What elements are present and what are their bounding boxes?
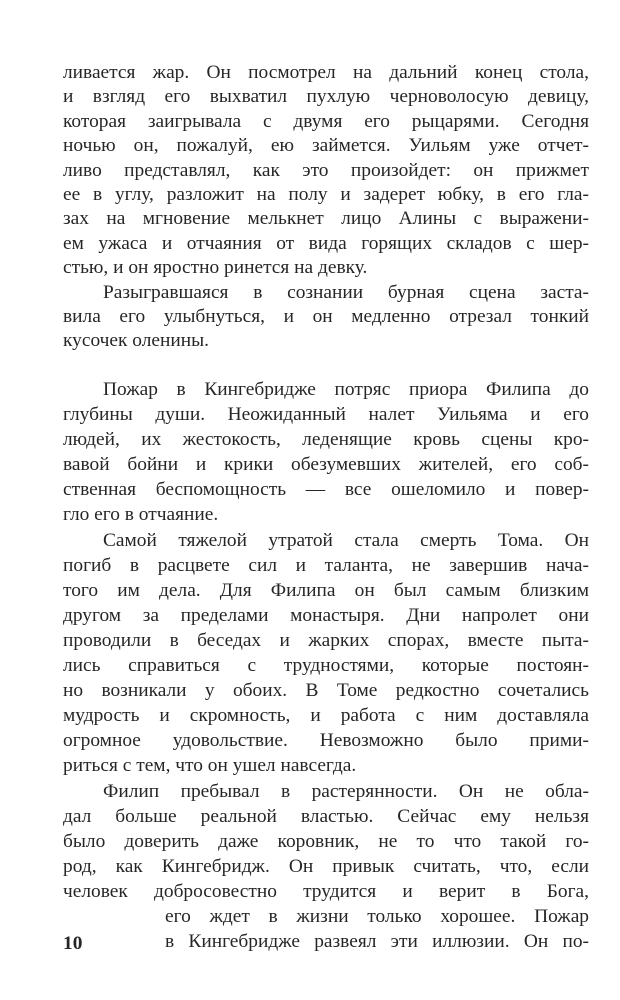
text-line: кусочек оленины. [63,330,209,352]
text-line: гло его в отчаяние. [63,504,219,526]
text-block-philip [63,377,589,954]
text-line: вавой бойни и крики обезумевших жителей, его соб- [63,454,589,476]
text-line: риться с тем, что он ушел навсегда. [63,755,357,777]
text-line: огромное удовольствие. Невозможно было прими- [63,730,589,752]
text-line: другом за пределами монастыря. Дни напролет они [63,604,589,626]
text-line: в Кингебридже развеял эти иллюзии. Он по- [165,931,589,953]
text-line: ливо представлял, как это произойдет: он прижмет [63,159,589,181]
text-line: глубины души. Неожиданный налет Уильяма и его [63,404,589,426]
text-line: людей, их жестокость, леденящие кровь сцены кро- [63,429,589,451]
text-block-william [63,61,589,354]
text-line: род, как Кингебридж. Он привык считать, что, если [63,855,589,877]
page-number: 10 [63,933,83,954]
text-line: того им дела. Для Филипа он был самым близким [63,579,589,601]
text-line: и взгляд его выхватил пухлую черноволосую девицу, [63,86,589,108]
text-line: ее в углу, разложит на полу и задерет юбку, в его гла- [63,183,589,205]
text-line: лись справиться с трудностями, которые постоян- [63,655,589,677]
text-line: стью, и он яростно ринется на девку. [63,257,368,279]
text-line: Самой тяжелой утратой стала смерть Тома. Он [103,529,589,551]
text-line: дал больше реальной властью. Сейчас ему нельзя [63,805,589,827]
text-line: погиб в расцвете сил и таланта, не завершив нача- [63,554,589,576]
text-line: Пожар в Кингебридже потряс приора Филипа до [103,379,589,400]
text-line: Филип пребывал в растерянности. Он не обла- [103,780,589,802]
text-line: Разыгравшаяся в сознании бурная сцена заста- [103,281,589,303]
text-line: которая заигрывала с двумя его рыцарями. Сегодня [63,110,589,132]
text-line: его ждет в жизни только хорошее. Пожар [165,905,589,927]
text-line: мудрость и скромность, и работа с ним доставляла [63,705,589,727]
text-line: ем ужаса и отчаяния от вида горящих складов с шер- [63,232,589,254]
text-line: ливается жар. Он посмотрел на дальний конец стола, [63,62,589,83]
text-line: ственная беспомощность — все ошеломило и повер- [63,479,589,501]
text-line: проводили в беседах и жарких спорах, вместе пыта- [63,629,589,651]
text-line: зах на мгновение мелькнет лицо Алины с выражени- [63,208,589,230]
text-line: но возникали у обоих. В Томе редкостно сочетались [63,680,589,702]
text-line: было доверить даже коровник, не то что такой го- [63,830,589,852]
text-line: человек добросовестно трудится и верит в Бога, [63,880,589,902]
text-line: вила его улыбнуться, и он медленно отрезал тонкий [63,305,589,327]
text-line: ночью он, пожалуй, ею займется. Уильям уже отчет- [63,135,589,157]
